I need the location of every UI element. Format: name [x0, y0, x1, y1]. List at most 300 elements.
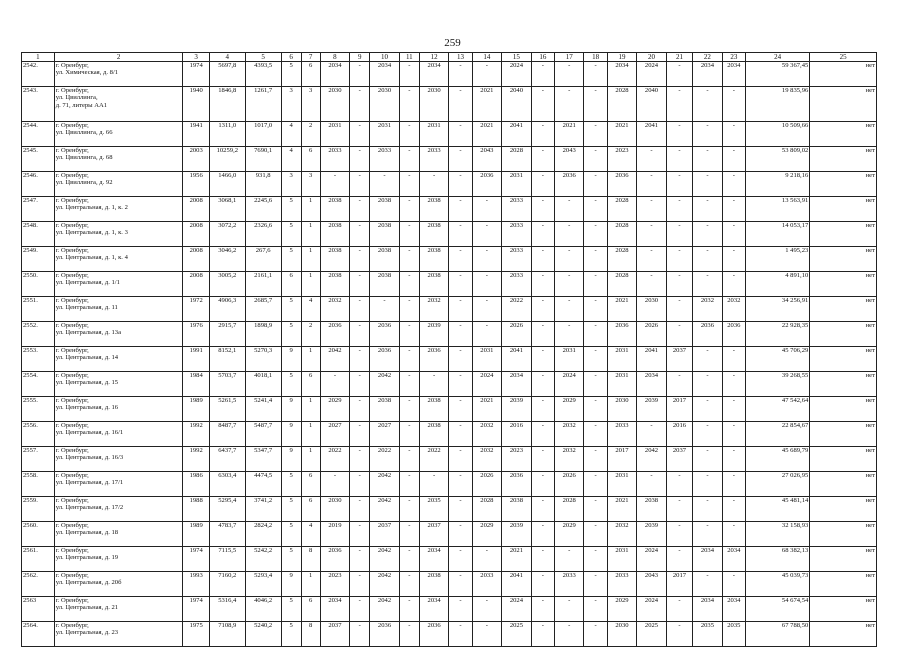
- value-cell: -: [584, 122, 607, 147]
- value-cell: 2035: [693, 622, 723, 647]
- value-cell: 2042: [370, 597, 400, 622]
- value-cell: 2915,7: [209, 322, 245, 347]
- value-cell: 2326,6: [245, 222, 281, 247]
- value-cell: 2036: [554, 172, 584, 197]
- value-cell: 2037: [419, 522, 449, 547]
- value-cell: -: [399, 147, 419, 172]
- value-cell: 4: [301, 297, 320, 322]
- value-cell: -: [666, 597, 692, 622]
- cost-cell: 59 367,45: [745, 62, 809, 87]
- value-cell: 7690,1: [245, 147, 281, 172]
- table-row: [22, 122, 877, 147]
- value-cell: 2026: [502, 322, 532, 347]
- value-cell: -: [449, 172, 472, 197]
- address-cell: г. Оренбург, ул. Центральная, д. 13а: [54, 322, 183, 347]
- value-cell: -: [531, 87, 554, 122]
- row-number-cell: 2545.: [22, 147, 55, 172]
- value-cell: 4: [281, 122, 301, 147]
- value-cell: -: [666, 497, 692, 522]
- address-cell: г. Оренбург, ул. Центральная, д. 17/2: [54, 497, 183, 522]
- address-cell: г. Оренбург, ул. Центральная, д. 1/1: [54, 272, 183, 297]
- table-row: [22, 472, 877, 497]
- value-cell: 6: [301, 472, 320, 497]
- value-cell: 2038: [502, 497, 532, 522]
- table-row: [22, 497, 877, 522]
- value-cell: 2031: [607, 547, 637, 572]
- value-cell: 2036: [419, 347, 449, 372]
- value-cell: -: [693, 222, 723, 247]
- value-cell: -: [584, 472, 607, 497]
- value-cell: 2036: [370, 347, 400, 372]
- row-number-cell: 2559.: [22, 497, 55, 522]
- value-cell: 1: [301, 222, 320, 247]
- value-cell: -: [531, 622, 554, 647]
- row-number-cell: 2554.: [22, 372, 55, 397]
- value-cell: 1992: [183, 447, 209, 472]
- value-cell: -: [531, 297, 554, 322]
- value-cell: 2041: [502, 347, 532, 372]
- value-cell: 2028: [502, 147, 532, 172]
- address-cell: г. Оренбург, ул. Центральная, д. 16: [54, 397, 183, 422]
- column-header-25: 25: [810, 53, 877, 62]
- value-cell: -: [449, 447, 472, 472]
- value-cell: 5: [281, 472, 301, 497]
- value-cell: -: [693, 197, 723, 222]
- value-cell: 2245,6: [245, 197, 281, 222]
- value-cell: 6: [301, 497, 320, 522]
- value-cell: 2037: [666, 447, 692, 472]
- value-cell: 2036: [502, 472, 532, 497]
- table-row: [22, 622, 877, 647]
- column-header-18: 18: [584, 53, 607, 62]
- value-cell: -: [531, 572, 554, 597]
- value-cell: -: [399, 497, 419, 522]
- value-cell: 2038: [320, 247, 350, 272]
- value-cell: -: [449, 372, 472, 397]
- value-cell: -: [399, 297, 419, 322]
- value-cell: 2016: [666, 422, 692, 447]
- value-cell: -: [722, 172, 745, 197]
- value-cell: -: [584, 347, 607, 372]
- value-cell: -: [722, 347, 745, 372]
- value-cell: 1993: [183, 572, 209, 597]
- value-cell: -: [666, 272, 692, 297]
- value-cell: 2024: [472, 372, 502, 397]
- value-cell: 2041: [502, 122, 532, 147]
- value-cell: 2035: [722, 622, 745, 647]
- value-cell: 2033: [607, 572, 637, 597]
- value-cell: 2026: [472, 472, 502, 497]
- cost-cell: 14 053,17: [745, 222, 809, 247]
- value-cell: -: [472, 297, 502, 322]
- address-cell: г. Оренбург, ул. Центральная, д. 15: [54, 372, 183, 397]
- status-cell: нет: [810, 597, 877, 622]
- value-cell: -: [531, 472, 554, 497]
- value-cell: 2023: [320, 572, 350, 597]
- value-cell: -: [554, 547, 584, 572]
- value-cell: 2033: [502, 222, 532, 247]
- value-cell: -: [722, 572, 745, 597]
- address-cell: г. Оренбург, ул. Центральная, д. 11: [54, 297, 183, 322]
- value-cell: -: [666, 122, 692, 147]
- value-cell: 1466,0: [209, 172, 245, 197]
- value-cell: 2031: [419, 122, 449, 147]
- value-cell: 2038: [370, 197, 400, 222]
- column-header-9: 9: [350, 53, 370, 62]
- value-cell: 2034: [722, 597, 745, 622]
- status-cell: нет: [810, 572, 877, 597]
- value-cell: -: [722, 447, 745, 472]
- table-row: [22, 572, 877, 597]
- value-cell: 2032: [554, 447, 584, 472]
- value-cell: 2034: [419, 597, 449, 622]
- value-cell: 5270,3: [245, 347, 281, 372]
- value-cell: 2008: [183, 197, 209, 222]
- value-cell: -: [449, 472, 472, 497]
- status-cell: нет: [810, 422, 877, 447]
- value-cell: -: [449, 147, 472, 172]
- value-cell: 2039: [502, 397, 532, 422]
- value-cell: -: [584, 297, 607, 322]
- value-cell: 3068,1: [209, 197, 245, 222]
- value-cell: 2024: [554, 372, 584, 397]
- value-cell: 2036: [722, 322, 745, 347]
- value-cell: 2032: [554, 422, 584, 447]
- cost-cell: 47 542,64: [745, 397, 809, 422]
- address-cell: г. Оренбург, ул. Цвиллинга, д. 66: [54, 122, 183, 147]
- value-cell: 2008: [183, 247, 209, 272]
- value-cell: -: [693, 172, 723, 197]
- table-row: [22, 272, 877, 297]
- value-cell: 4046,2: [245, 597, 281, 622]
- value-cell: -: [722, 222, 745, 247]
- value-cell: 5240,2: [245, 622, 281, 647]
- value-cell: 5: [281, 497, 301, 522]
- value-cell: -: [531, 222, 554, 247]
- table-row: [22, 197, 877, 222]
- value-cell: 4783,7: [209, 522, 245, 547]
- value-cell: -: [449, 522, 472, 547]
- value-cell: -: [449, 322, 472, 347]
- value-cell: 2034: [370, 62, 400, 87]
- value-cell: -: [350, 297, 370, 322]
- header-row: [22, 53, 877, 62]
- value-cell: -: [722, 372, 745, 397]
- cost-cell: 45 481,14: [745, 497, 809, 522]
- row-number-cell: 2550.: [22, 272, 55, 297]
- value-cell: -: [584, 247, 607, 272]
- address-cell: г. Оренбург, ул. Центральная, д. 1, к. 3: [54, 222, 183, 247]
- value-cell: 5: [281, 247, 301, 272]
- value-cell: 2034: [502, 372, 532, 397]
- table-row: [22, 547, 877, 572]
- column-header-16: 16: [531, 53, 554, 62]
- value-cell: 2043: [637, 572, 667, 597]
- value-cell: -: [666, 622, 692, 647]
- value-cell: 2038: [320, 197, 350, 222]
- value-cell: 3005,2: [209, 272, 245, 297]
- value-cell: -: [531, 172, 554, 197]
- status-cell: нет: [810, 62, 877, 87]
- value-cell: -: [584, 62, 607, 87]
- value-cell: 3: [281, 87, 301, 122]
- value-cell: -: [449, 597, 472, 622]
- cost-cell: 53 809,02: [745, 147, 809, 172]
- value-cell: -: [637, 222, 667, 247]
- value-cell: -: [350, 247, 370, 272]
- value-cell: 5: [281, 322, 301, 347]
- value-cell: -: [399, 597, 419, 622]
- cost-cell: 4 891,10: [745, 272, 809, 297]
- value-cell: 2038: [320, 222, 350, 247]
- value-cell: -: [419, 472, 449, 497]
- value-cell: -: [693, 497, 723, 522]
- value-cell: 2034: [320, 62, 350, 87]
- value-cell: 2040: [637, 87, 667, 122]
- value-cell: 2033: [419, 147, 449, 172]
- value-cell: -: [350, 87, 370, 122]
- value-cell: 8: [301, 547, 320, 572]
- value-cell: 2024: [637, 547, 667, 572]
- value-cell: 2026: [637, 322, 667, 347]
- value-cell: 2033: [320, 147, 350, 172]
- value-cell: 2022: [370, 447, 400, 472]
- value-cell: 6: [301, 62, 320, 87]
- value-cell: -: [370, 297, 400, 322]
- value-cell: 2033: [502, 197, 532, 222]
- value-cell: -: [472, 222, 502, 247]
- value-cell: 2824,2: [245, 522, 281, 547]
- value-cell: 3741,2: [245, 497, 281, 522]
- value-cell: 2041: [637, 122, 667, 147]
- value-cell: -: [531, 62, 554, 87]
- value-cell: 2042: [370, 372, 400, 397]
- value-cell: 2028: [607, 272, 637, 297]
- value-cell: 6437,7: [209, 447, 245, 472]
- value-cell: -: [399, 572, 419, 597]
- value-cell: -: [472, 322, 502, 347]
- value-cell: -: [722, 422, 745, 447]
- row-number-cell: 2551.: [22, 297, 55, 322]
- value-cell: 2029: [607, 597, 637, 622]
- value-cell: 2032: [320, 297, 350, 322]
- value-cell: 2036: [607, 172, 637, 197]
- value-cell: 2032: [472, 447, 502, 472]
- value-cell: 2024: [502, 62, 532, 87]
- value-cell: -: [554, 322, 584, 347]
- value-cell: 5: [281, 597, 301, 622]
- value-cell: 2031: [607, 372, 637, 397]
- value-cell: 3046,2: [209, 247, 245, 272]
- value-cell: 2039: [637, 397, 667, 422]
- value-cell: -: [693, 272, 723, 297]
- value-cell: -: [350, 422, 370, 447]
- value-cell: 1941: [183, 122, 209, 147]
- value-cell: 6: [301, 597, 320, 622]
- address-cell: г. Оренбург, ул. Цвиллинга, д. 68: [54, 147, 183, 172]
- row-number-cell: 2560.: [22, 522, 55, 547]
- value-cell: 2036: [370, 322, 400, 347]
- table-header: [22, 53, 877, 62]
- value-cell: 1974: [183, 547, 209, 572]
- value-cell: -: [419, 172, 449, 197]
- value-cell: 2038: [419, 247, 449, 272]
- address-cell: г. Оренбург, ул. Центральная, д. 19: [54, 547, 183, 572]
- value-cell: 4: [301, 522, 320, 547]
- cost-cell: 32 158,93: [745, 522, 809, 547]
- value-cell: -: [722, 472, 745, 497]
- value-cell: 1992: [183, 422, 209, 447]
- value-cell: 1991: [183, 347, 209, 372]
- address-cell: г. Оренбург, ул. Центральная, д. 16/3: [54, 447, 183, 472]
- row-number-cell: 2555.: [22, 397, 55, 422]
- value-cell: -: [531, 347, 554, 372]
- value-cell: 1: [301, 447, 320, 472]
- value-cell: 2: [301, 122, 320, 147]
- value-cell: -: [399, 472, 419, 497]
- value-cell: -: [666, 222, 692, 247]
- value-cell: 5295,4: [209, 497, 245, 522]
- value-cell: 1989: [183, 397, 209, 422]
- value-cell: -: [531, 247, 554, 272]
- address-cell: г. Оренбург, ул. Центральная, д. 23: [54, 622, 183, 647]
- value-cell: 2017: [666, 397, 692, 422]
- value-cell: 5316,4: [209, 597, 245, 622]
- value-cell: -: [584, 497, 607, 522]
- value-cell: 267,6: [245, 247, 281, 272]
- value-cell: -: [449, 197, 472, 222]
- value-cell: -: [693, 247, 723, 272]
- value-cell: -: [350, 322, 370, 347]
- value-cell: -: [584, 597, 607, 622]
- value-cell: 2031: [607, 347, 637, 372]
- value-cell: 2028: [554, 497, 584, 522]
- status-cell: нет: [810, 497, 877, 522]
- row-number-cell: 2548.: [22, 222, 55, 247]
- value-cell: -: [449, 272, 472, 297]
- value-cell: -: [666, 62, 692, 87]
- value-cell: -: [531, 547, 554, 572]
- row-number-cell: 2547.: [22, 197, 55, 222]
- value-cell: 7160,2: [209, 572, 245, 597]
- value-cell: 2024: [637, 597, 667, 622]
- value-cell: 2042: [370, 472, 400, 497]
- value-cell: 1976: [183, 322, 209, 347]
- value-cell: 1: [301, 347, 320, 372]
- value-cell: 1: [301, 397, 320, 422]
- value-cell: -: [693, 122, 723, 147]
- value-cell: -: [399, 247, 419, 272]
- value-cell: -: [320, 372, 350, 397]
- value-cell: 2021: [554, 122, 584, 147]
- value-cell: 2685,7: [245, 297, 281, 322]
- value-cell: 6: [281, 272, 301, 297]
- value-cell: 2030: [370, 87, 400, 122]
- column-header-2: 2: [54, 53, 183, 62]
- value-cell: 2031: [502, 172, 532, 197]
- value-cell: -: [722, 497, 745, 522]
- column-header-11: 11: [399, 53, 419, 62]
- value-cell: 2030: [320, 87, 350, 122]
- value-cell: -: [449, 222, 472, 247]
- column-header-12: 12: [419, 53, 449, 62]
- value-cell: -: [399, 172, 419, 197]
- value-cell: -: [693, 397, 723, 422]
- value-cell: -: [449, 547, 472, 572]
- value-cell: 2021: [472, 122, 502, 147]
- value-cell: 2029: [554, 522, 584, 547]
- value-cell: 2034: [637, 372, 667, 397]
- value-cell: -: [449, 397, 472, 422]
- value-cell: -: [472, 247, 502, 272]
- column-header-3: 3: [183, 53, 209, 62]
- value-cell: -: [472, 62, 502, 87]
- value-cell: 2032: [693, 297, 723, 322]
- value-cell: 1017,0: [245, 122, 281, 147]
- cost-cell: 54 674,54: [745, 597, 809, 622]
- value-cell: 2036: [320, 547, 350, 572]
- cost-cell: 10 509,66: [745, 122, 809, 147]
- value-cell: -: [693, 472, 723, 497]
- address-cell: г. Оренбург, ул. Цвиллинга, д. 92: [54, 172, 183, 197]
- value-cell: 2024: [502, 597, 532, 622]
- value-cell: 1986: [183, 472, 209, 497]
- address-cell: г. Оренбург, ул. Центральная, д. 14: [54, 347, 183, 372]
- value-cell: -: [666, 172, 692, 197]
- value-cell: 2038: [637, 497, 667, 522]
- value-cell: -: [584, 447, 607, 472]
- value-cell: 8152,1: [209, 347, 245, 372]
- column-header-21: 21: [666, 53, 692, 62]
- value-cell: 2034: [722, 547, 745, 572]
- value-cell: 2027: [370, 422, 400, 447]
- status-cell: нет: [810, 172, 877, 197]
- value-cell: -: [399, 372, 419, 397]
- status-cell: нет: [810, 247, 877, 272]
- address-cell: г. Оренбург, ул. Центральная, д. 21: [54, 597, 183, 622]
- value-cell: 2031: [607, 472, 637, 497]
- status-cell: нет: [810, 622, 877, 647]
- value-cell: -: [472, 197, 502, 222]
- table-row: [22, 87, 877, 122]
- column-header-24: 24: [745, 53, 809, 62]
- value-cell: -: [637, 147, 667, 172]
- value-cell: 2032: [419, 297, 449, 322]
- value-cell: 9: [281, 397, 301, 422]
- value-cell: -: [350, 547, 370, 572]
- column-header-17: 17: [554, 53, 584, 62]
- row-number-cell: 2543.: [22, 87, 55, 122]
- value-cell: 1: [301, 247, 320, 272]
- address-cell: г. Оренбург, ул. Центральная, д. 18: [54, 522, 183, 547]
- value-cell: 2023: [607, 147, 637, 172]
- column-header-19: 19: [607, 53, 637, 62]
- cost-cell: 22 928,35: [745, 322, 809, 347]
- value-cell: 2034: [693, 597, 723, 622]
- value-cell: -: [399, 222, 419, 247]
- value-cell: 5697,8: [209, 62, 245, 87]
- value-cell: -: [693, 522, 723, 547]
- value-cell: -: [584, 197, 607, 222]
- value-cell: -: [637, 422, 667, 447]
- value-cell: -: [350, 122, 370, 147]
- row-number-cell: 2561.: [22, 547, 55, 572]
- value-cell: -: [399, 422, 419, 447]
- value-cell: 1956: [183, 172, 209, 197]
- value-cell: 4018,1: [245, 372, 281, 397]
- value-cell: 2024: [637, 62, 667, 87]
- value-cell: -: [584, 422, 607, 447]
